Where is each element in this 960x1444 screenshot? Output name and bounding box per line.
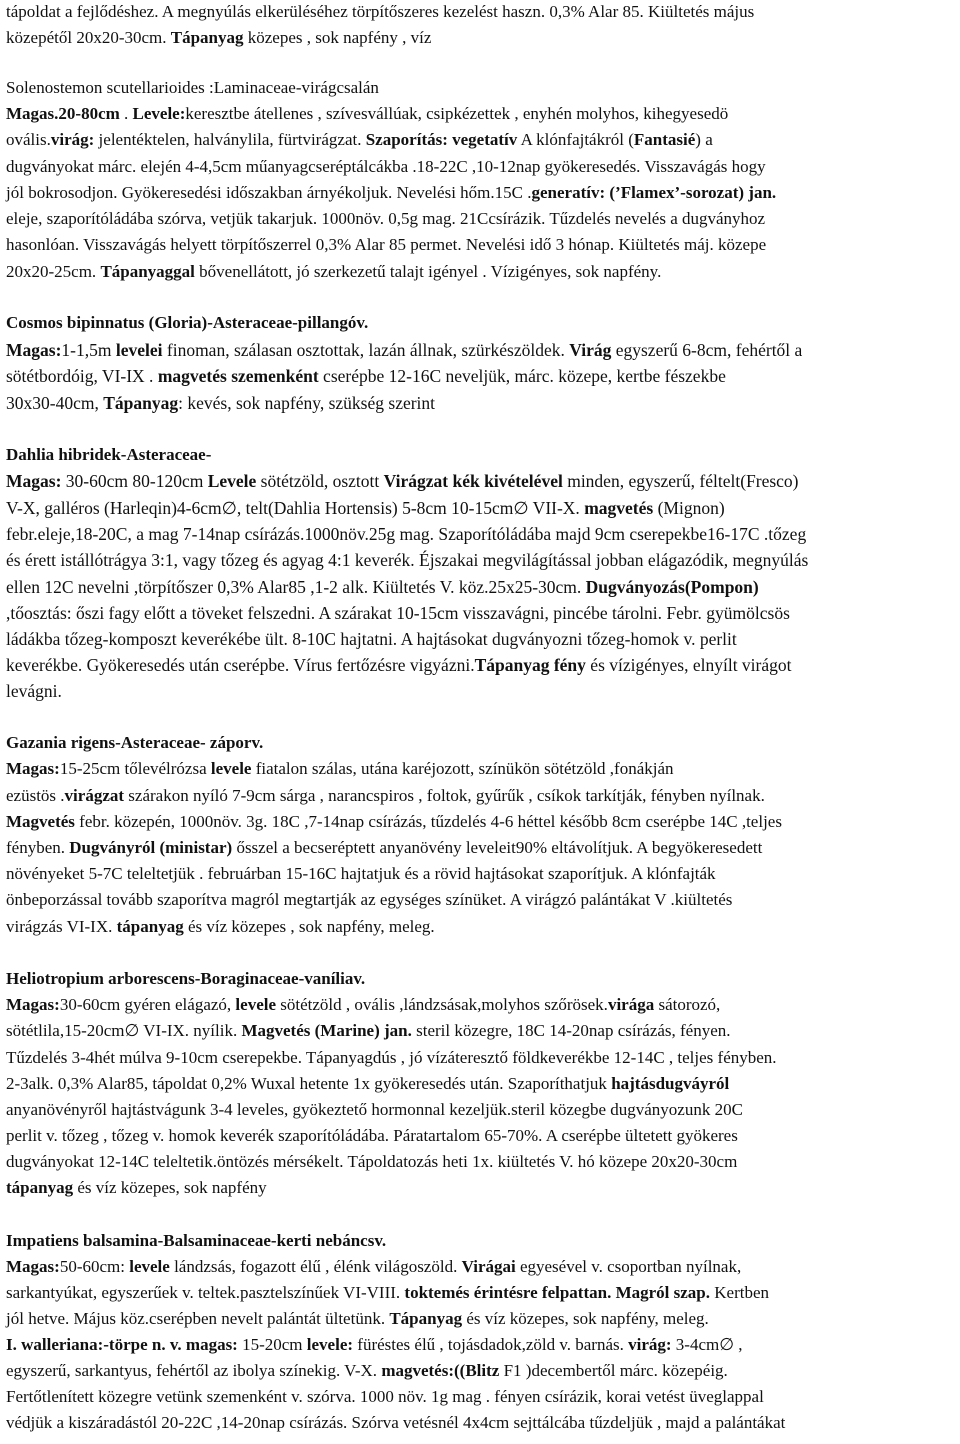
text-segment: 1-1,5m <box>61 340 116 360</box>
text-segment: anyanövényről hajtástvágunk 3-4 leveles, gyökeztető hormonnal kezeljük.steril közegbe dugványozunk 20C <box>6 1100 743 1119</box>
bold-text-segment: Virágzat kék kivételével <box>383 471 563 491</box>
bold-text-segment: virága <box>607 995 655 1014</box>
text-segment: bővenellátott, jó szerkezetű talajt igényel . Vízigényes, sok napfény. <box>194 262 662 281</box>
text-line <box>6 759 674 779</box>
text-segment: sötétzöld, osztott <box>256 471 384 491</box>
text-segment: eleje, szaporítóládába szórva, vetjük takarjuk. 1000növ. 0,5g mag. 21Ccsírázik. Tűzdelés nevelés a dugványhoz <box>6 209 766 228</box>
text-segment: F1 )decembertől márc. közepéig. <box>499 1361 728 1380</box>
text-segment: önbeporzással tovább szaporítva magról megtartják az egységes színüket. A virágzó palántákat V .kiültetés <box>6 890 733 909</box>
text-line <box>6 524 806 544</box>
text-line <box>6 445 211 465</box>
text-segment: ezüstös . <box>6 786 65 805</box>
text-segment: ovális. <box>6 130 51 149</box>
text-line <box>6 1309 709 1329</box>
text-segment: és víz közepes, sok napfény <box>73 1178 267 1197</box>
text-line <box>6 1283 769 1303</box>
text-segment: ellen 12C nevelni ,törpítőszer 0,3% Alar85 ,1-2 alk. Kiültetés V. köz.25x25-30cm. <box>6 577 586 597</box>
text-line <box>6 603 790 623</box>
text-segment: és vízigényes, elnyílt virágot <box>585 655 792 675</box>
text-segment: 2-3alk. 0,3% Alar85, tápoldat 0,2% Wuxal hetente 1x gyökeresedés után. Szaporíthatjuk <box>6 1074 612 1093</box>
bold-text-segment: Magas: <box>6 471 62 491</box>
text-segment: és érett istállótrágya 3:1, vagy tőzeg és agyag 4:1 keverék. Éjszakai megvilágítással jobban elágazódik, megnyúlás <box>6 550 809 570</box>
text-segment: 30x30-40cm, <box>6 393 104 413</box>
text-line <box>6 1152 737 1172</box>
text-segment: ,tőosztás: őszi fagy előtt a töveket felszedni. A szárakat 10-15cm visszavágni, pincébe tárolni. Febr. gyümölcsös <box>6 603 790 623</box>
bold-text-segment: Magvetés (Marine) jan. <box>241 1021 412 1040</box>
text-segment: 3-4cm∅ , <box>671 1335 743 1354</box>
bold-text-segment: Cosmos bipinnatus (Gloria)-Asteraceae-pillangóv. <box>6 313 369 332</box>
bold-text-segment: levele: <box>306 1335 354 1354</box>
text-line <box>6 890 732 910</box>
text-segment: ) a <box>695 130 713 149</box>
text-segment: A klónfajtákról ( <box>517 130 634 149</box>
text-segment: sötétlila,15-20cm∅ VI-IX. nyílik. <box>6 1021 242 1040</box>
text-segment: fényben. <box>6 838 70 857</box>
text-segment: dugványokat márc. elején 4-4,5cm műanyagcseréptálcákba .18-22C ,10-12nap gyökeresedés. Visszavágás hogy <box>6 157 766 176</box>
text-line <box>6 1021 731 1041</box>
bold-text-segment: Magas: <box>6 340 62 360</box>
text-segment: Kertben <box>710 1283 770 1302</box>
text-segment: jól bokrosodjon. Gyökeresedési időszakban árnyékoljuk. Nevelési hőm.15C . <box>6 183 532 202</box>
bold-text-segment: Magas: <box>6 759 60 778</box>
text-line <box>6 812 782 832</box>
text-line <box>6 2 754 22</box>
text-segment: jól hetve. Május köz.cserépben nevelt palántát ültetünk. <box>6 1309 390 1328</box>
text-line <box>6 1257 741 1277</box>
text-line <box>6 1100 743 1120</box>
text-segment: . <box>119 104 133 123</box>
text-segment: egyszerű, sarkantyus, fehértől az ibolya színekig. V-X. <box>6 1361 382 1380</box>
text-line <box>6 183 776 203</box>
bold-text-segment: Fantasié <box>633 130 696 149</box>
text-segment: virágzás VI-IX. <box>6 917 117 936</box>
bold-text-segment: Levele: <box>132 104 186 123</box>
bold-text-segment: generatív: (’Flamex’-sorozat) jan. <box>531 183 777 202</box>
text-segment: védjük a kiszáradástól 20-22C ,14-20nap csírázás. Szórva vetésnél 4x4cm sejttálcába tűzdeljük , majd a palántákat <box>6 1413 786 1432</box>
bold-text-segment: tápanyag <box>116 917 184 936</box>
text-segment: 20x20-25cm. <box>6 262 101 281</box>
bold-text-segment: magvetés szemenként <box>157 366 319 386</box>
bold-text-segment: Tápanyag <box>389 1309 463 1328</box>
text-line <box>6 1387 764 1407</box>
text-segment: és víz közepes , sok napfény, meleg. <box>183 917 435 936</box>
text-segment: febr. közepén, 1000növ. 3g. 18C ,7-14nap csírázás, tűzdelés 4-6 héttel később 8cm cserépbe 14C ,teljes <box>74 812 782 831</box>
text-segment: egyesével v. csoportban nyílnak, <box>515 1257 742 1276</box>
text-line <box>6 1413 785 1433</box>
text-line <box>6 1074 729 1094</box>
text-line <box>6 1178 267 1198</box>
bold-text-segment: Virág <box>569 340 612 360</box>
bold-text-segment: Dugványról (ministar) <box>69 838 233 857</box>
text-segment: sarkantyúkat, egyszerűek v. teltek.pasztelszínűek VI-VIII. <box>6 1283 405 1302</box>
bold-text-segment: Gazania rigens-Asteraceae- záporv. <box>6 733 264 752</box>
text-segment: közepétől 20x20-30cm. <box>6 28 171 47</box>
bold-text-segment: virágzat <box>64 786 125 805</box>
text-line <box>6 917 435 937</box>
bold-text-segment: virág: <box>50 130 95 149</box>
bold-text-segment: Tápanyag <box>170 28 244 47</box>
bold-text-segment: Impatiens balsamina-Balsaminaceae-kerti nebáncsv. <box>6 1231 387 1250</box>
bold-text-segment: magvetés:((Blitz <box>381 1361 500 1380</box>
text-line <box>6 1231 386 1251</box>
text-line <box>6 498 725 518</box>
text-segment: ládákba tőzeg-komposzt keverékébe ült. 8-10C hajtatni. A hajtásokat dugványozni tőzeg-homok v. perlit <box>6 629 737 649</box>
text-segment: és víz közepes, sok napfény, meleg. <box>462 1309 709 1328</box>
bold-text-segment: Tápanyag <box>103 393 179 413</box>
bold-text-segment: levelei <box>115 340 163 360</box>
text-line <box>6 733 263 753</box>
text-line <box>6 681 62 701</box>
bold-text-segment: hajtásdugváyról <box>611 1074 730 1093</box>
text-segment: (Mignon) <box>653 498 725 518</box>
text-segment: 50-60cm: <box>59 1257 130 1276</box>
text-segment: lándzsás, fogazott élű , élénk világoszöld. <box>169 1257 462 1276</box>
text-line <box>6 340 802 360</box>
bold-text-segment: Virágai <box>461 1257 516 1276</box>
text-line <box>6 313 368 333</box>
text-segment: cserépbe 12-16C neveljük, márc. közepe, kertbe fészekbe <box>318 366 726 386</box>
text-line <box>6 864 716 884</box>
text-segment: keverékbe. Gyökeresedés után cserépbe. Vírus fertőzésre vigyázni. <box>6 655 475 675</box>
bold-text-segment: Magvetés <box>6 812 75 831</box>
bold-text-segment: levele <box>129 1257 170 1276</box>
text-segment: sátorozó, <box>654 995 721 1014</box>
bold-text-segment: levele <box>210 759 252 778</box>
text-segment: növényeket 5-7C teleltetjük . februárban 15-16C hajtatjuk és a rövid hajtásokat szaporítjuk. A klónfajták <box>6 864 716 883</box>
bold-text-segment: I. walleriana:-törpe n. v. magas: <box>6 1335 238 1354</box>
text-segment: jelentéktelen, halványlila, fürtvirágzat. <box>94 130 366 149</box>
bold-text-segment: levele <box>235 995 277 1014</box>
text-segment: közepes , sok napfény , víz <box>243 28 432 47</box>
text-segment: 30-60cm 80-120cm <box>61 471 208 491</box>
text-segment: V-X, galléros (Harleqin)4-6cm∅, telt(Dahlia Hortensis) 5-8cm 10-15cm∅ VII-X. <box>6 498 585 518</box>
text-line <box>6 995 720 1015</box>
text-segment: levágni. <box>6 681 62 701</box>
bold-text-segment: tápanyag <box>6 1178 74 1197</box>
text-segment: steril közegre, 18C 14-20nap csírázás, fényen. <box>411 1021 731 1040</box>
text-segment: Solenostemon scutellarioides :Laminaceae-virágcsalán <box>6 78 379 97</box>
text-line <box>6 209 765 229</box>
text-line <box>6 235 766 255</box>
text-line <box>6 969 365 989</box>
text-segment: tápoldat a fejlődéshez. A megnyúlás elkerüléséhez törpítőszeres kezelést haszn. 0,3% Alar 85. Kiültetés május <box>6 2 755 21</box>
text-line <box>6 157 766 177</box>
text-segment: szárakon nyíló 7-9cm sárga , narancspiros , foltok, gyűrűk , csíkok tarkítják, fényben nyílnak. <box>124 786 765 805</box>
text-line <box>6 471 799 491</box>
text-line <box>6 393 435 413</box>
bold-text-segment: toktemés érintésre felpattan. Magról szap. <box>404 1283 711 1302</box>
text-line <box>6 786 765 806</box>
text-segment: füréstes élű , tojásdadok,zöld v. barnás. <box>353 1335 629 1354</box>
text-line <box>6 366 726 386</box>
text-segment: finoman, szálasan osztottak, lazán állnak, szürkészöldek. <box>162 340 570 360</box>
bold-text-segment: Magas: <box>6 995 60 1014</box>
bold-text-segment: Magas: <box>6 1257 60 1276</box>
bold-text-segment: Tápanyaggal <box>100 262 195 281</box>
text-line <box>6 550 808 570</box>
text-line <box>6 262 661 282</box>
text-segment: perlit v. tőzeg , tőzeg v. homok keverék szaporítóládába. Páratartalom 65-70%. A cserépbe ültetett gyökeres <box>6 1126 738 1145</box>
text-segment: : kevés, sok napfény, szükség szerint <box>178 393 436 413</box>
text-line <box>6 838 762 858</box>
bold-text-segment: magvetés <box>584 498 654 518</box>
bold-text-segment: Levele <box>207 471 257 491</box>
text-segment: febr.eleje,18-20C, a mag 7-14nap csírázás.1000növ.25g mag. Szaporítóládába majd 9cm cserepekbe16-17C .tőzeg <box>6 524 807 544</box>
text-segment: sötétbordóig, VI-IX . <box>6 366 158 386</box>
text-line <box>6 629 737 649</box>
text-segment: fiatalon szálas, utána karéjozott, színükön sötétzöld ,fonákján <box>251 759 674 778</box>
text-line <box>6 1335 743 1355</box>
bold-text-segment: Tápanyag fény <box>474 655 586 675</box>
text-segment: hasonlóan. Visszavágás helyett törpítőszerrel 0,3% Alar 85 permet. Nevelési idő 3 hónap. Kiültetés máj. közepe <box>6 235 767 254</box>
text-segment: dugványokat 12-14C teleltetik.öntözés mérsékelt. Tápoldatozás heti 1x. kiültetés V. hó közepe 20x20-30cm <box>6 1152 738 1171</box>
text-line <box>6 577 759 597</box>
text-segment: Tűzdelés 3-4hét múlva 9-10cm cserepekbe. Tápanyagdús , jó vízáteresztő földkeverékbe 12-14C , teljes fényben. <box>6 1048 777 1067</box>
text-segment: Fertőtlenített közegre vetünk szemenként v. szórva. 1000 növ. 1g mag . fényen csírázik, korai vetést üveglappal <box>6 1387 764 1406</box>
text-segment: minden, egyszerű, féltelt(Fresco) <box>562 471 799 491</box>
bold-text-segment: Heliotropium arborescens-Boraginaceae-vaníliav. <box>6 969 366 988</box>
text-segment: keresztbe átellenes , szívesvállúak, csipkézettek , enyhén molyhos, kihegyesedö <box>185 104 729 123</box>
text-segment: ősszel a becseréptett anyanövény leveleit90% eltávolítjuk. A begyökeresedett <box>232 838 763 857</box>
text-line <box>6 104 728 124</box>
text-line <box>6 1361 728 1381</box>
bold-text-segment: Magas.20-80cm <box>6 104 120 123</box>
text-segment: egyszerű 6-8cm, fehértől a <box>611 340 803 360</box>
text-line <box>6 78 379 98</box>
text-segment: 30-60cm gyéren elágazó, <box>59 995 236 1014</box>
text-segment: 15-20cm <box>237 1335 307 1354</box>
bold-text-segment: Dugványozás(Pompon) <box>585 577 759 597</box>
text-segment: 15-25cm tőlevélrózsa <box>59 759 211 778</box>
bold-text-segment: Dahlia hibridek-Asteraceae- <box>6 445 212 464</box>
bold-text-segment: Szaporítás: vegetatív <box>365 130 518 149</box>
text-line <box>6 130 713 150</box>
text-line <box>6 655 792 675</box>
text-line <box>6 1048 777 1068</box>
text-line <box>6 1126 738 1146</box>
text-line <box>6 28 431 48</box>
bold-text-segment: virág: <box>628 1335 672 1354</box>
text-segment: sötétzöld , ovális ,lándzsásak,molyhos szőrösek. <box>276 995 608 1014</box>
